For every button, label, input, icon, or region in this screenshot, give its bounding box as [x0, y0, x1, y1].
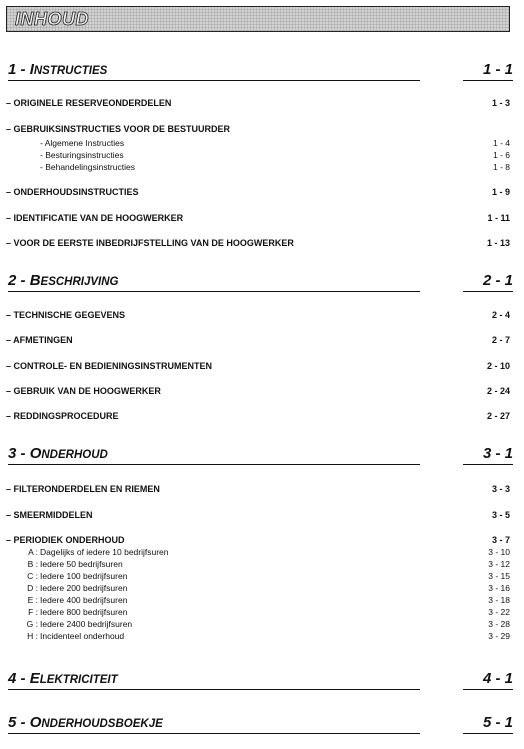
section-title-3: 3 - ONDERHOUD: [8, 445, 108, 462]
toc-subentry[interactable]: [6, 595, 516, 606]
toc-entry-label: – CONTROLE- EN BEDIENINGSINSTRUMENTEN: [6, 361, 213, 371]
toc-entry-page: 1 - 13: [486, 238, 510, 248]
toc-entry-label: – PERIODIEK ONDERHOUD: [6, 535, 125, 545]
section-page-5: 5 - 1: [482, 714, 513, 731]
section-page-rule: [463, 689, 513, 690]
toc-subentry-page: 3 - 18: [488, 595, 510, 605]
toc-entry-page: 3 - 5: [491, 510, 510, 520]
toc-entry[interactable]: [6, 238, 516, 250]
toc-entry[interactable]: [6, 213, 516, 225]
toc-subentry-page: 3 - 16: [488, 583, 510, 593]
toc-entry-page: 1 - 3: [491, 98, 510, 108]
toc-subentry[interactable]: [6, 150, 516, 161]
page-title: INHOUD: [15, 9, 89, 29]
toc-subentry-label: - Behandelingsinstructies: [40, 162, 135, 172]
toc-entry-label: – TECHNISCHE GEGEVENS: [6, 310, 126, 320]
section-title-2: 2 - BESCHRIJVING: [8, 272, 119, 289]
section-page-rule: [463, 80, 513, 81]
toc-entry-label: – AFMETINGEN: [6, 335, 73, 345]
toc-subentry[interactable]: [6, 607, 516, 618]
toc-subentry-page: 1 - 4: [492, 138, 510, 148]
toc-entry-label: – REDDINGSPROCEDURE: [6, 411, 119, 421]
section-heading-5[interactable]: [8, 716, 513, 734]
toc-entry-label: – FILTERONDERDELEN EN RIEMEN: [6, 484, 160, 494]
toc-subentry[interactable]: [6, 559, 516, 570]
toc-subentry-letter: B :: [27, 559, 38, 569]
section-rule: [8, 689, 420, 690]
section-heading-1[interactable]: [8, 63, 513, 81]
section-heading-4[interactable]: [8, 672, 513, 690]
section-title-5: 5 - ONDERHOUDSBOEKJE: [8, 714, 163, 731]
toc-subentry-label: Iedere 2400 bedrijfsuren: [40, 619, 133, 629]
toc-subentry-label: Iedere 100 bedrijfsuren: [40, 571, 128, 581]
toc-entry-page: 2 - 4: [491, 310, 510, 320]
section-rule: [8, 80, 420, 81]
section-page-2: 2 - 1: [482, 272, 513, 289]
toc-subentry-page: 3 - 10: [488, 547, 510, 557]
toc-entry-page: 1 - 11: [487, 213, 510, 223]
toc-subentry-page: 3 - 28: [488, 619, 510, 629]
section-page-1: 1 - 1: [482, 61, 513, 78]
toc-entry-page: 1 - 9: [491, 187, 510, 197]
toc-entry-label: – ONDERHOUDSINSTRUCTIES: [6, 187, 139, 197]
section-rule: [8, 291, 420, 292]
section-heading-3[interactable]: [8, 447, 513, 465]
toc-entry-page: 3 - 7: [491, 535, 510, 545]
toc-entry-page: 2 - 10: [486, 361, 510, 371]
toc-subentry-letter: F :: [28, 607, 38, 617]
toc-subentry-label: Dagelijks of iedere 10 bedrijfsuren: [40, 547, 169, 557]
toc-entry-label: – IDENTIFICATIE VAN DE HOOGWERKER: [6, 213, 184, 223]
toc-entry-page: 2 - 7: [491, 335, 510, 345]
section-rule: [8, 464, 420, 465]
toc-subentry-page: 3 - 22: [488, 607, 510, 617]
toc-subentry-page: 1 - 8: [492, 162, 510, 172]
toc-entry[interactable]: [6, 335, 516, 347]
toc-subentry[interactable]: [6, 619, 516, 630]
toc-subentry[interactable]: [6, 631, 516, 642]
toc-subentry[interactable]: [6, 583, 516, 594]
toc-entry[interactable]: [6, 310, 516, 322]
toc-subentry[interactable]: [6, 571, 516, 582]
toc-entry-label: – ORIGINELE RESERVEONDERDELEN: [6, 98, 172, 108]
toc-subentry-page: 3 - 29: [488, 631, 510, 641]
toc-subentry-page: 1 - 6: [492, 150, 510, 160]
toc-subentry-letter: E :: [27, 595, 38, 605]
toc-entry-label: – GEBRUIK VAN DE HOOGWERKER: [6, 386, 161, 396]
toc-subentry-label: Incidenteel onderhoud: [40, 631, 125, 641]
toc-subentry-label: Iedere 400 bedrijfsuren: [40, 595, 128, 605]
section-page-4: 4 - 1: [482, 670, 513, 687]
section-rule: [8, 733, 420, 734]
toc-entry[interactable]: [6, 510, 516, 522]
section-page-rule: [463, 291, 513, 292]
toc-subentry-label: Iedere 50 bedrijfsuren: [40, 559, 123, 569]
toc-subentry-page: 3 - 12: [488, 559, 510, 569]
toc-entry-page: 2 - 24: [486, 386, 510, 396]
toc-subentry-letter: G :: [26, 619, 38, 629]
toc-entry-page: 3 - 3: [491, 484, 510, 494]
toc-subentry-label: Iedere 200 bedrijfsuren: [40, 583, 128, 593]
toc-subentry[interactable]: [6, 162, 516, 173]
toc-subentry-letter: A :: [28, 547, 38, 557]
section-page-rule: [463, 733, 513, 734]
toc-entry[interactable]: [6, 187, 516, 199]
toc-subentry[interactable]: [6, 547, 516, 558]
section-heading-2[interactable]: [8, 274, 513, 292]
toc-entry[interactable]: [6, 98, 516, 110]
toc-entry[interactable]: [6, 411, 516, 423]
section-title-1: 1 - INSTRUCTIES: [8, 61, 108, 78]
toc-subentry-letter: D :: [27, 583, 38, 593]
toc-entry[interactable]: [6, 124, 516, 136]
toc-entry-label: – VOOR DE EERSTE INBEDRIJFSTELLING VAN DE HOOGWERKER: [6, 238, 294, 248]
toc-entry-label: – GEBRUIKSINSTRUCTIES VOOR DE BESTUURDER: [6, 124, 231, 134]
toc-subentry-label: - Besturingsinstructies: [40, 150, 124, 160]
section-page-3: 3 - 1: [482, 445, 513, 462]
toc-subentry-label: Iedere 800 bedrijfsuren: [40, 607, 128, 617]
toc-entry[interactable]: [6, 361, 516, 373]
toc-entry[interactable]: [6, 484, 516, 496]
toc-subentry-letter: H :: [27, 631, 38, 641]
title-banner: [6, 6, 510, 32]
toc-subentry-page: 3 - 15: [488, 571, 510, 581]
section-title-4: 4 - ELEKTRICITEIT: [8, 670, 118, 687]
toc-subentry[interactable]: [6, 138, 516, 149]
toc-entry-label: – SMEERMIDDELEN: [6, 510, 93, 520]
toc-entry-page: 2 - 27: [486, 411, 510, 421]
toc-entry[interactable]: [6, 386, 516, 398]
toc-entry[interactable]: [6, 535, 516, 547]
toc-subentry-letter: C :: [27, 571, 38, 581]
section-page-rule: [463, 464, 513, 465]
toc-subentry-label: - Algemene Instructies: [40, 138, 125, 148]
